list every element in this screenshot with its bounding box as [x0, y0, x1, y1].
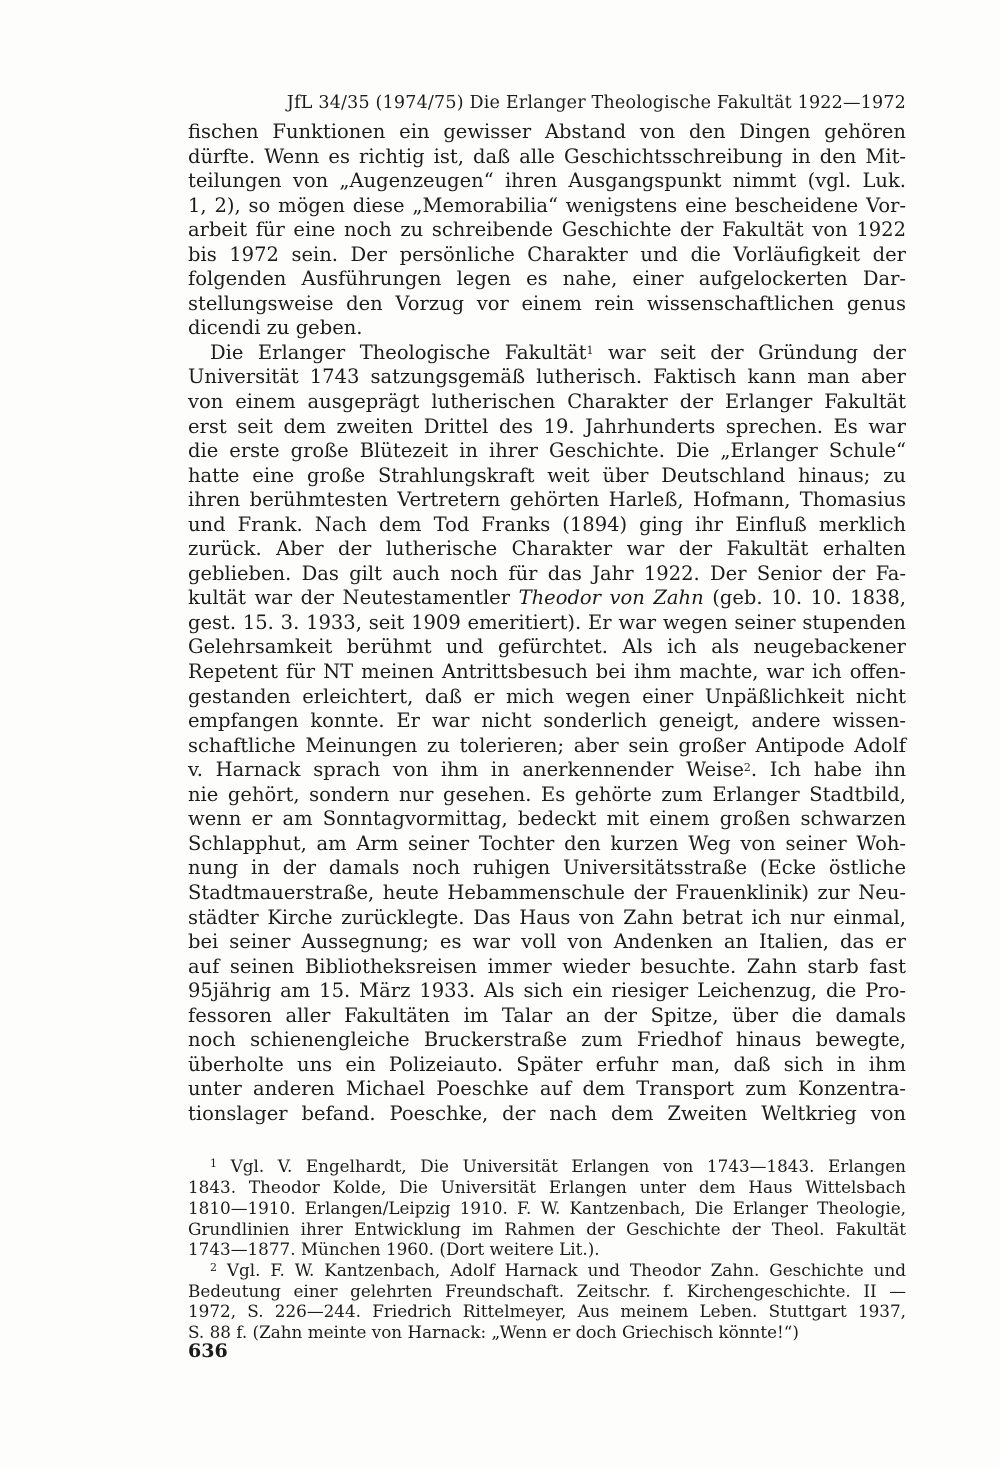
text-line: Repetent für NT meinen Antrittsbesuch bei ihm machte, war ich offen-	[188, 660, 906, 684]
text-line	[188, 758, 906, 783]
text-segment: . Ich habe ihn	[750, 758, 906, 782]
main-text	[188, 120, 906, 1126]
text-segment: (geb. 10. 10. 1838,	[703, 586, 907, 610]
footnote-line: Bedeutung einer gelehrten Freundschaft. Zeitschr. f. Kirchengeschichte. II —	[188, 1280, 906, 1301]
footnote-line: S. 88 f. (Zahn meinte von Harnack: „Wenn er doch Griechisch könnte!“)	[188, 1322, 799, 1343]
person-name-italic: Theodor von Zahn	[518, 586, 704, 610]
text-line: Universität 1743 satzungsgemäß lutherisch. Faktisch kann man aber	[188, 365, 906, 389]
text-line: fessoren aller Fakultäten im Talar an der Spitze, über die damals	[188, 1003, 906, 1027]
text-line: Schlapphut, am Arm seiner Tochter den kurzen Weg von seiner Woh-	[188, 831, 906, 855]
text-line: folgenden Ausführungen legen es nahe, einer aufgelockerten Dar-	[188, 267, 906, 291]
text-line: ihren berühmtesten Vertretern gehörten Harleß, Hofmann, Thomasius	[188, 488, 906, 512]
footnote-mark-1: 1	[210, 1157, 217, 1171]
footnote-line: 1743—1877. München 1960. (Dort weitere Lit.).	[188, 1239, 600, 1260]
footnote-1	[188, 1156, 906, 1260]
footnote-line: 1972, S. 226—244. Friedrich Rittelmeyer, Aus meinem Leben. Stuttgart 1937,	[188, 1301, 906, 1322]
paragraph-1	[188, 120, 906, 341]
footnote-ref-1: 1	[586, 343, 594, 357]
paragraph-2	[188, 341, 906, 1127]
text-line: dicendi zu geben.	[188, 316, 363, 340]
footnote-ref-2: 2	[743, 761, 751, 775]
text-line	[188, 341, 906, 366]
text-line: nung in der damals noch ruhigen Universitätsstraße (Ecke östliche	[188, 856, 906, 880]
text-line: arbeit für eine noch zu schreibende Geschichte der Fakultät von 1922	[188, 218, 906, 242]
text-line: städter Kirche zurücklegte. Das Haus von Zahn betrat ich nur einmal,	[188, 905, 906, 929]
footnote-2	[188, 1260, 906, 1343]
text-line: empfangen konnte. Er war nicht sonderlich geneigt, andere wissen-	[188, 709, 906, 733]
text-line: 95jährig am 15. März 1933. Als sich ein riesiger Leichenzug, die Pro-	[188, 979, 906, 1003]
text-line: unter anderen Michael Poeschke auf dem Transport zum Konzentra-	[188, 1077, 906, 1101]
text-line: zurück. Aber der lutherische Charakter war der Fakultät erhalten	[188, 537, 906, 561]
text-line: die erste große Blütezeit in ihrer Geschichte. Die „Erlanger Schule“	[188, 439, 906, 463]
text-line: dürfte. Wenn es richtig ist, daß alle Geschichtsschreibung in den Mit-	[188, 144, 906, 168]
text-line: auf seinen Bibliotheksreisen immer wieder besuchte. Zahn starb fast	[188, 954, 906, 978]
footnote-line: 1810—1910. Erlangen/Leipzig 1910. F. W. Kantzenbach, Die Erlanger Theologie,	[188, 1197, 906, 1218]
text-line: fischen Funktionen ein gewisser Abstand von den Dingen gehören	[188, 120, 906, 143]
text-segment: Die Erlanger Theologische Fakultät	[210, 340, 587, 364]
text-line: Stadtmauerstraße, heute Hebammenschule der Frauenklinik) zur Neu-	[188, 880, 906, 904]
text-line: erst seit dem zweiten Drittel des 19. Jahrhunderts sprechen. Es war	[188, 414, 906, 438]
text-line: und Frank. Nach dem Tod Franks (1894) ging ihr Einfluß merklich	[188, 512, 906, 536]
footnote-line	[188, 1156, 906, 1177]
text-line: tionslager befand. Poeschke, der nach dem Zweiten Weltkrieg von	[188, 1101, 906, 1125]
text-line: gest. 15. 3. 1933, seit 1909 emeritiert). Er war wegen seiner stupenden	[188, 610, 906, 634]
text-segment: kultät war der Neutestamentler	[188, 586, 519, 610]
page-number: 636	[188, 1340, 228, 1362]
running-head: JfL 34/35 (1974/75) Die Erlanger Theologische Fakultät 1922—1972	[286, 93, 906, 113]
text-line: geblieben. Das gilt auch noch für das Jahr 1922. Der Senior der Fa-	[188, 561, 906, 585]
text-line: gestanden erleichtert, daß er mich wegen einer Unpäßlichkeit nicht	[188, 684, 906, 708]
text-line: bis 1972 sein. Der persönliche Charakter und die Vorläufigkeit der	[188, 242, 906, 266]
text-segment: v. Harnack sprach von ihm in anerkennender Weise	[188, 758, 744, 782]
text-line: schaftliche Meinungen zu tolerieren; aber sein großer Antipode Adolf	[188, 733, 906, 757]
text-line: wenn er am Sonntagvormittag, bedeckt mit einem großen schwarzen	[188, 807, 906, 831]
text-line: nie gehört, sondern nur gesehen. Es gehörte zum Erlanger Stadtbild,	[188, 782, 906, 806]
text-line: bei seiner Aussegnung; es war voll von Andenken an Italien, das er	[188, 930, 906, 954]
text-line: überholte uns ein Polizeiauto. Später erfuhr man, daß sich in ihm	[188, 1052, 906, 1076]
footnote-mark-2: 2	[210, 1260, 217, 1274]
footnotes	[188, 1156, 906, 1342]
text-line: teilungen von „Augenzeugen“ ihren Ausgangspunkt nimmt (vgl. Luk.	[188, 169, 906, 193]
text-segment: Vgl. V. Engelhardt, Die Universität Erlangen von 1743—1843. Erlangen	[217, 1156, 906, 1177]
text-line: von einem ausgeprägt lutherischen Charakter der Erlanger Fakultät	[188, 390, 906, 414]
text-line: stellungsweise den Vorzug vor einem rein wissenschaftlichen genus	[188, 291, 906, 315]
footnote-line	[188, 1260, 906, 1281]
text-segment: war seit der Gründung der	[593, 340, 906, 364]
text-segment: Vgl. F. W. Kantzenbach, Adolf Harnack und Theodor Zahn. Geschichte und	[217, 1259, 906, 1280]
footnote-line: 1843. Theodor Kolde, Die Universität Erlangen unter dem Haus Wittelsbach	[188, 1177, 906, 1198]
text-line	[188, 586, 906, 611]
footnote-line: Grundlinien ihrer Entwicklung im Rahmen der Geschichte der Theol. Fakultät	[188, 1218, 906, 1239]
text-line: hatte eine große Strahlungskraft weit über Deutschland hinaus; zu	[188, 463, 906, 487]
text-line: 1, 2), so mögen diese „Memorabilia“ wenigstens eine bescheidene Vor-	[188, 193, 906, 217]
text-line: noch schienengleiche Bruckerstraße zum Friedhof hinaus bewegte,	[188, 1028, 906, 1052]
page	[188, 90, 906, 1343]
text-line: Gelehrsamkeit berühmt und gefürchtet. Als ich als neugebackener	[188, 635, 906, 659]
